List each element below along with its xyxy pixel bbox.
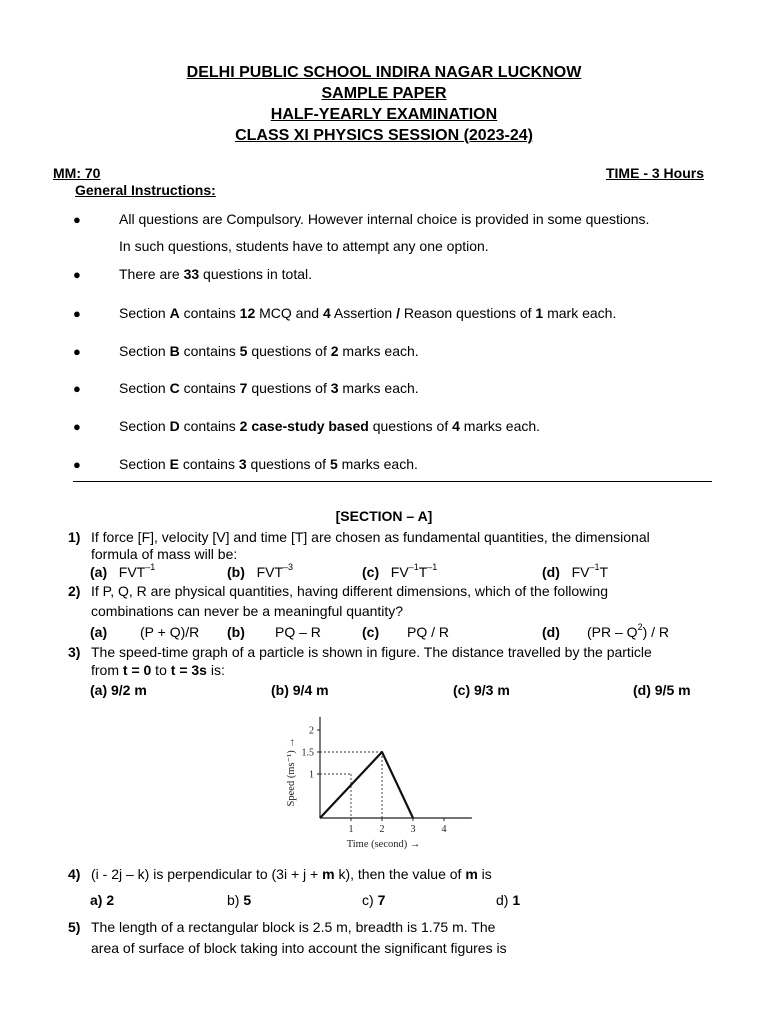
q5-text-line2: area of surface of block taking into account the significant figures is <box>91 940 507 956</box>
instructions-title: General Instructions: <box>75 182 216 198</box>
option-label: (d) <box>542 564 560 580</box>
max-marks: MM: 70 <box>53 165 101 181</box>
q1-text-line1: If force [F], velocity [V] and time [T] are chosen as fundamental quantities, the dimensional <box>91 529 650 545</box>
bullet-icon: ● <box>73 419 81 434</box>
q2-option-text: (P + Q)/R <box>140 624 200 640</box>
instruction-item: Section C contains 7 questions of 3 marks each. <box>119 380 419 396</box>
bullet-icon: ● <box>73 212 81 227</box>
q2-number: 2) <box>68 583 81 599</box>
option-label: (a) <box>90 564 108 580</box>
q4-number: 4) <box>68 866 81 882</box>
y-tick-label: 1 <box>309 769 314 781</box>
q4-option: c) 7 <box>362 892 386 908</box>
q2-option-label: (b) <box>227 624 245 640</box>
q4-option: a) 2 <box>90 892 115 908</box>
bullet-icon: ● <box>73 381 81 396</box>
y-tick-label: 2 <box>309 725 314 737</box>
x-tick-label: 1 <box>348 824 354 835</box>
y-tick-label: 1.5 <box>301 747 314 759</box>
y-axis-label: Speed (ms⁻¹) → <box>286 737 297 807</box>
school-name: DELHI PUBLIC SCHOOL INDIRA NAGAR LUCKNOW <box>186 64 582 81</box>
q1-text-line2: formula of mass will be: <box>91 546 238 562</box>
instruction-item: Section D contains 2 case-study based questions of 4 marks each. <box>119 418 541 434</box>
bullet-icon: ● <box>73 344 81 359</box>
q3-option: (c) 9/3 m <box>453 682 510 698</box>
instruction-item: There are 33 questions in total. <box>119 266 313 282</box>
q2-option-text: PQ / R <box>407 624 450 640</box>
q1-option: (c) $FV^{-1}T^{-1}$ <box>362 562 438 580</box>
x-axis-label: Time (second) → <box>346 839 421 850</box>
q3-option: (d) 9/5 m <box>633 682 691 698</box>
q1-option: (a) $FVT^{-1}$ <box>90 562 156 580</box>
instruction-item: Section A contains 12 MCQ and 4 Assertion / Reason questions of 1 mark each. <box>119 305 617 321</box>
q4-text: (i - 2j – k) is perpendicular to (3i + j + m k), then the value of m is <box>91 866 492 882</box>
q2-text-line2: combinations can never be a meaningful quantity? <box>91 603 404 619</box>
q2-option-text: $(PR - Q^2)$ / R <box>587 622 670 640</box>
section-a-title: [SECTION – A] <box>335 508 433 524</box>
q2-text-line1: If P, Q, R are physical quantities, having different dimensions, which of the following <box>91 583 608 599</box>
instruction-item: Section E contains 3 questions of 5 marks each. <box>119 456 418 472</box>
time-allowed: TIME - 3 Hours <box>605 165 704 181</box>
instruction-item: Section B contains 5 questions of 2 marks each. <box>119 343 419 359</box>
q1-option: (d) $FV^{-1}T$ <box>542 562 609 580</box>
q2-option-label: (c) <box>362 624 380 640</box>
paper-title: SAMPLE PAPER <box>321 85 447 102</box>
bullet-icon: ● <box>73 306 81 321</box>
divider <box>73 481 712 482</box>
q3-option: (b) 9/4 m <box>271 682 329 698</box>
x-tick-label: 2 <box>379 824 385 835</box>
class-session: CLASS XI PHYSICS SESSION (2023-24) <box>235 127 533 144</box>
exam-title: HALF-YEARLY EXAMINATION <box>270 106 498 123</box>
instruction-item: All questions are Compulsory. However internal choice is provided in some questions. <box>119 211 650 227</box>
bullet-icon: ● <box>73 267 81 282</box>
q5-number: 5) <box>68 919 81 935</box>
q3-text-line1: The speed-time graph of a particle is shown in figure. The distance travelled by the particle <box>91 644 652 660</box>
q1-number: 1) <box>68 529 81 545</box>
x-tick-label: 3 <box>410 824 416 835</box>
speed-time-graph <box>272 700 484 858</box>
q2-option-text: PQ – R <box>275 624 321 640</box>
q4-option: d) 1 <box>496 892 521 908</box>
option-label: (b) <box>227 564 245 580</box>
q1-option: (b) $FVT^{-3}$ <box>227 562 294 580</box>
q4-option: b) 5 <box>227 892 252 908</box>
q5-text-line1: The length of a rectangular block is 2.5 m, breadth is 1.75 m. The <box>91 919 496 935</box>
bullet-icon: ● <box>73 457 81 472</box>
x-tick-label: 4 <box>441 824 447 835</box>
option-label: (c) <box>362 564 380 580</box>
series-line <box>320 752 413 818</box>
q2-option-label: (d) <box>542 624 560 640</box>
q3-text-line2: from t = 0 to t = 3s is: <box>91 662 225 678</box>
q3-number: 3) <box>68 644 81 660</box>
q2-option-label: (a) <box>90 624 108 640</box>
instruction-item: In such questions, students have to attempt any one option. <box>119 238 489 254</box>
q3-option: (a) 9/2 m <box>90 682 147 698</box>
